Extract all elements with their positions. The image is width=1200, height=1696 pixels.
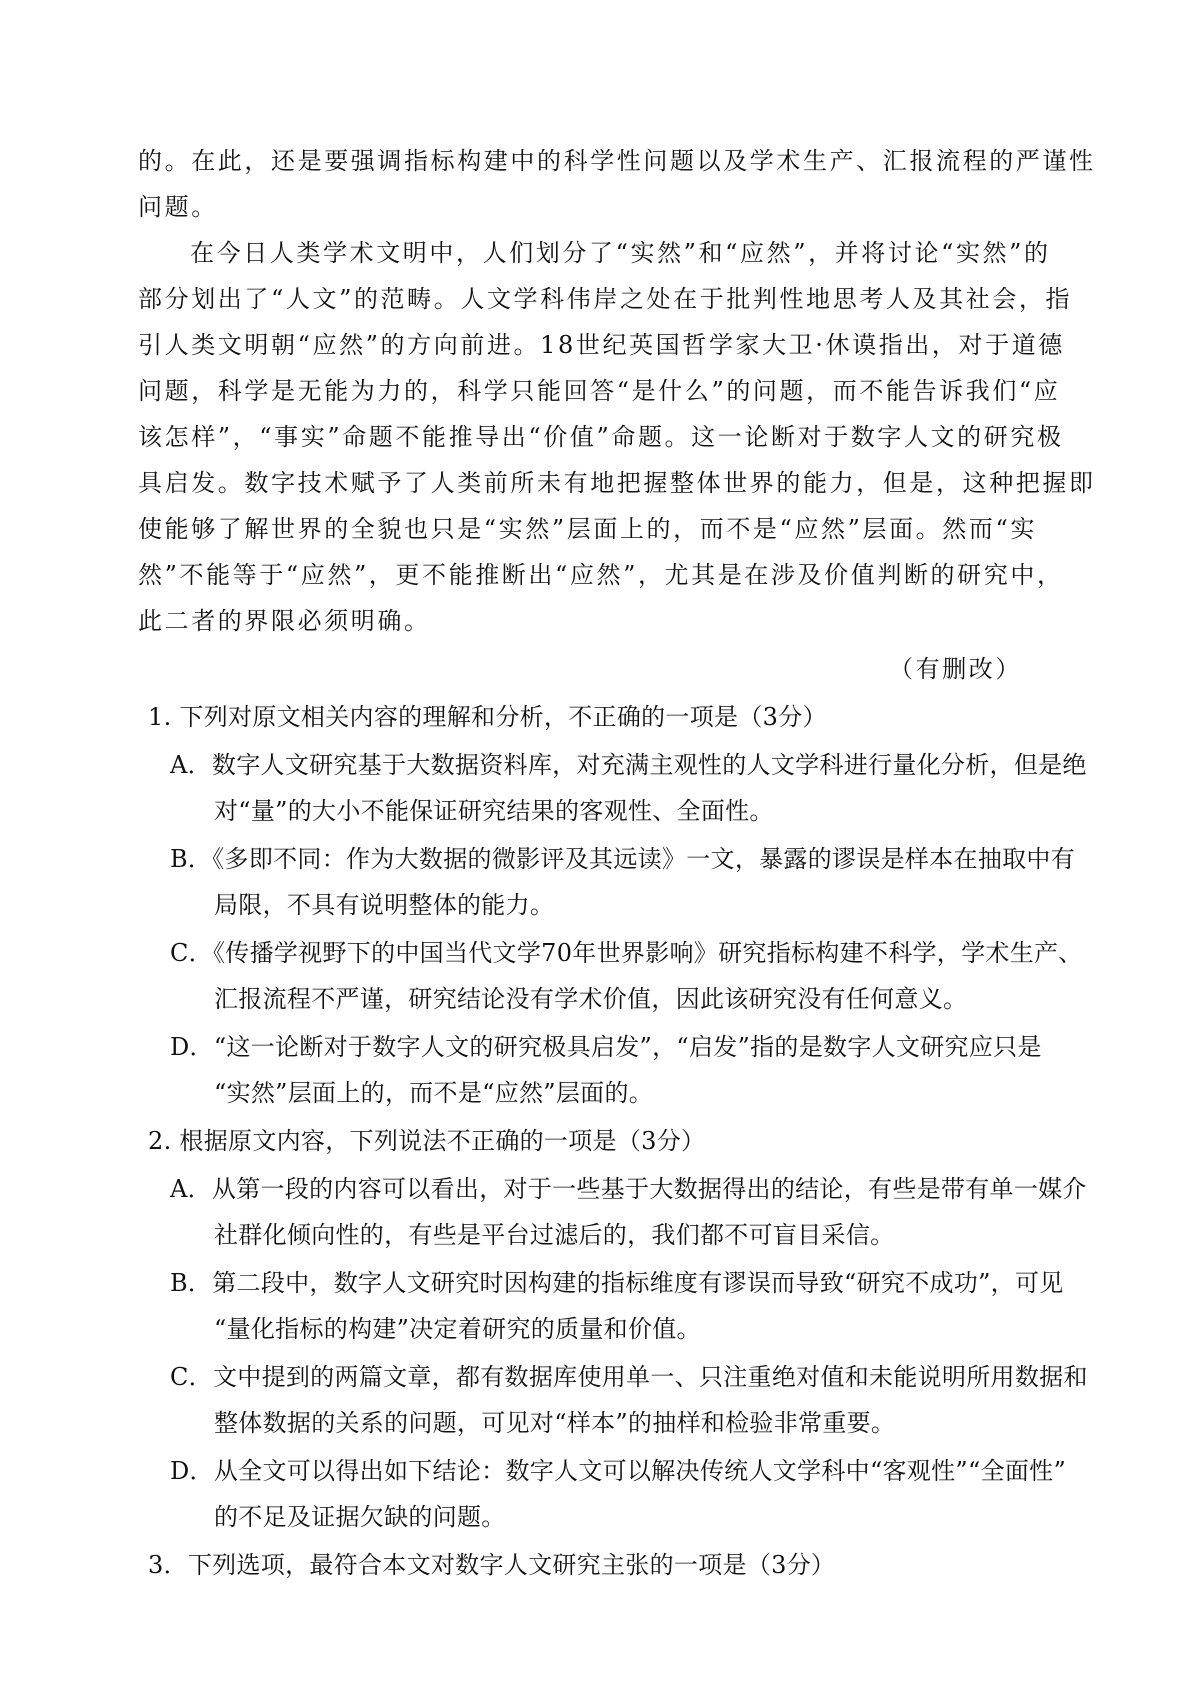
passage-line: 具启发。数字技术赋予了人类前所未有地把握整体世界的能力，但是，这种把握即 [138, 469, 1096, 497]
question-2-option-c: C．文中提到的两篇文章，都有数据库使用单一、只注重绝对值和未能说明所用数据和 [170, 1363, 1088, 1391]
passage-line: 此二者的界限必须明确。 [138, 607, 431, 635]
passage-line: 该怎样”，“事实”命题不能推导出“价值”命题。这一论断对于数字人文的研究极 [138, 423, 1064, 451]
question-2-option-d: D．从全文可以得出如下结论：数字人文可以解决传统人文学科中“客观性”“全面性” [170, 1457, 1067, 1485]
question-3-stem: 3．下列选项，最符合本文对数字人文研究主张的一项是（3分） [148, 1551, 836, 1579]
question-1-option-d-cont: “实然”层面上的，而不是“应然”层面的。 [214, 1079, 654, 1107]
question-2-option-c-cont: 整体数据的关系的问题，可见对“样本”的抽样和检验非常重要。 [214, 1409, 896, 1437]
passage-line: 使能够了解世界的全貌也只是“实然”层面上的，而不是“应然”层面。然而“实 [138, 515, 1037, 543]
question-2-option-b: B．第二段中，数字人文研究时因构建的指标维度有谬误而导致“研究不成功”，可见 [170, 1269, 1064, 1297]
question-1-option-c-cont: 汇报流程不严谨，研究结论没有学术价值，因此该研究没有任何意义。 [214, 985, 968, 1013]
question-2-option-a: A．从第一段的内容可以看出，对于一些基于大数据得出的结论，有些是带有单一媒介 [170, 1175, 1087, 1203]
question-1-option-a-cont: 对“量”的大小不能保证研究结果的客观性、全面性。 [214, 797, 774, 825]
question-1-option-a: A．数字人文研究基于大数据资料库，对充满主观性的人文学科进行量化分析，但是绝 [170, 751, 1087, 779]
passage-paragraph-start: 在今日人类学术文明中，人们划分了“实然”和“应然”，并将讨论“实然”的 [190, 239, 1051, 267]
question-1-stem: 1. 下列对原文相关内容的理解和分析，不正确的一项是（3分） [148, 703, 827, 731]
question-2-stem: 2. 根据原文内容，下列说法不正确的一项是（3分） [148, 1127, 706, 1155]
question-2-option-d-cont: 的不足及证据欠缺的问题。 [214, 1503, 506, 1531]
question-1-option-b-cont: 局限，不具有说明整体的能力。 [214, 891, 555, 919]
question-2-option-a-cont: 社群化倾向性的，有些是平台过滤后的，我们都不可盲目采信。 [214, 1221, 895, 1249]
question-2-option-b-cont: “量化指标的构建”决定着研究的质量和价值。 [214, 1315, 701, 1343]
question-1-option-b: B．《多即不同：作为大数据的微影评及其远读》一文，暴露的谬误是样本在抽取中有 [170, 845, 1076, 873]
passage-line: 问题，科学是无能为力的，科学只能回答“是什么”的问题，而不能告诉我们“应 [138, 377, 1061, 405]
question-1-option-d: D．“这一论断对于数字人文的研究极具启发”，“启发”指的是数字人文研究应只是 [170, 1033, 1042, 1061]
question-1-option-c: C．《传播学视野下的中国当代文学70年世界影响》研究指标构建不科学，学术生产、 [170, 939, 1083, 967]
passage-line: 引人类文明朝“应然”的方向前进。18世纪英国哲学家大卫·休谟指出，对于道德 [138, 331, 1065, 359]
passage-line: 的。在此，还是要强调指标构建中的科学性问题以及学术生产、汇报流程的严谨性 [138, 147, 1096, 175]
source-note: （有删改） [889, 655, 1022, 683]
passage-line: 部分划出了“人文”的范畴。人文学科伟岸之处在于批判性地思考人及其社会，指 [138, 285, 1073, 313]
passage-line: 然”不能等于“应然”，更不能推断出“应然”，尤其是在涉及价值判断的研究中， [138, 561, 1064, 589]
passage-line: 问题。 [138, 193, 218, 221]
